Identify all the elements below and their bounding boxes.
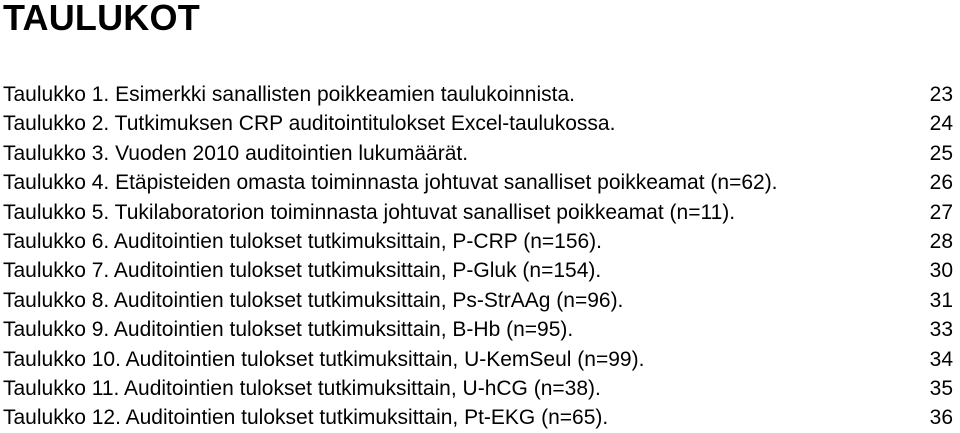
list-item: [0, 345, 960, 374]
table-caption: Taulukko 12. Auditointien tulokset tutkimuksittain, Pt-EKG (n=65).: [3, 406, 609, 430]
table-caption: Taulukko 5. Tukilaboratorion toiminnasta johtuvat sanalliset poikkeamat (n=11).: [3, 200, 736, 224]
page-number: 27: [929, 200, 953, 224]
page-number: 33: [929, 318, 953, 342]
list-item: [0, 256, 960, 285]
page-number: 24: [929, 112, 953, 136]
page-number: 30: [929, 259, 953, 283]
list-item: [0, 403, 960, 432]
list-item: [0, 315, 960, 344]
page-number: 23: [929, 83, 953, 106]
page-number: 35: [929, 376, 953, 400]
table-caption: Taulukko 7. Auditointien tulokset tutkimuksittain, P-Gluk (n=154).: [3, 259, 602, 283]
page-number: 31: [929, 288, 953, 312]
table-caption: Taulukko 3. Vuoden 2010 auditointien lukumäärät.: [3, 141, 469, 165]
table-list: [0, 80, 960, 433]
table-caption: Taulukko 10. Auditointien tulokset tutkimuksittain, U-KemSeul (n=99).: [3, 347, 645, 371]
list-item: [0, 109, 960, 138]
list-item: [0, 80, 960, 109]
page-number: 26: [929, 171, 953, 195]
table-caption: Taulukko 6. Auditointien tulokset tutkimuksittain, P-CRP (n=156).: [3, 229, 603, 253]
list-item: [0, 139, 960, 168]
page-number: 28: [929, 229, 953, 253]
page-number: 34: [929, 347, 953, 371]
page-number: 25: [929, 141, 953, 165]
table-caption: Taulukko 8. Auditointien tulokset tutkimuksittain, Ps-StrAAg (n=96).: [3, 288, 624, 312]
page-title: TAULUKOT: [3, 0, 200, 38]
list-item: [0, 168, 960, 197]
table-caption: Taulukko 2. Tutkimuksen CRP auditointitulokset Excel-taulukossa.: [3, 112, 616, 136]
list-item: [0, 227, 960, 256]
list-item: [0, 374, 960, 403]
list-item: [0, 198, 960, 227]
list-item: [0, 286, 960, 315]
table-caption: Taulukko 11. Auditointien tulokset tutkimuksittain, U-hCG (n=38).: [3, 376, 601, 400]
page-number: 36: [929, 406, 953, 430]
table-caption: Taulukko 9. Auditointien tulokset tutkimuksittain, B-Hb (n=95).: [3, 318, 574, 342]
table-caption: Taulukko 1. Esimerkki sanallisten poikkeamien taulukoinnista.: [3, 83, 575, 106]
table-caption: Taulukko 4. Etäpisteiden omasta toiminnasta johtuvat sanalliset poikkeamat (n=62).: [3, 171, 778, 195]
